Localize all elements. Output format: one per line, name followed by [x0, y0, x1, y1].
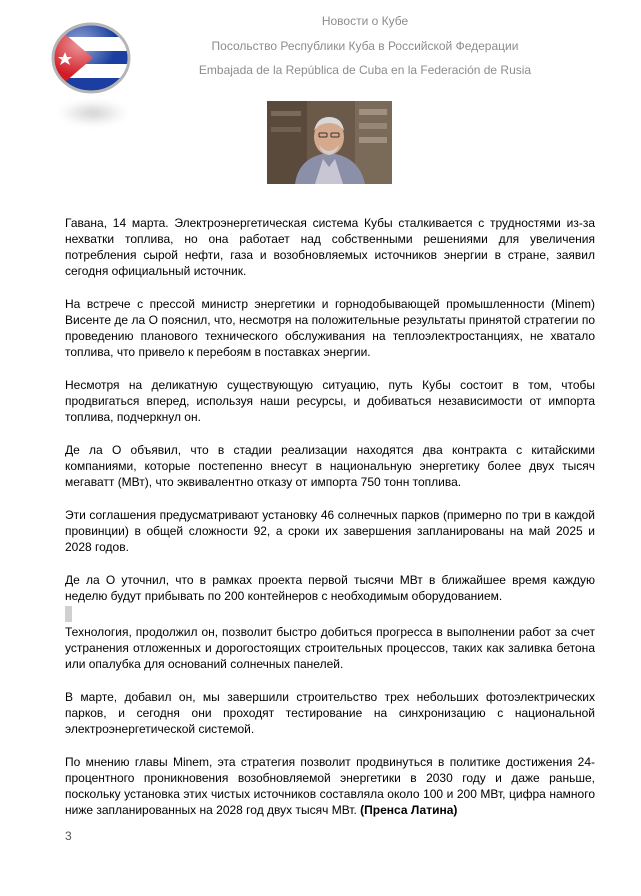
article-paragraph: Де ла О уточнил, что в рамках проекта первой тысячи МВт в ближайшее время каждую неделю будут прибывать по 200 контейнеров с необходимым оборудованием. — [65, 573, 595, 603]
article-paragraph: На встрече с прессой министр энергетики и горнодобывающей промышленности (Minem) Висенте де ла О пояснил, что, несмотря на положительные результаты принятой стратегии по проведению планового технического обслуживания на теплоэлектростанциях, не хватало топлива, что привело к перебоям в поставках энергии. — [65, 297, 595, 359]
article-paragraph: Технология, продолжил он, позволит быстро добиться прогресса в выполнении работ за счет устранения отложенных и дорогостоящих строительных процессов, таких как заливка бетона или опалубка для оснований солнечных панелей. — [65, 625, 595, 671]
official-portrait-photo — [267, 101, 392, 184]
news-source: (Пренса Латина) — [360, 803, 458, 817]
header-embassy-es: Embajada de la República de Cuba en la Federación de Rusia — [198, 63, 532, 77]
article-body — [65, 215, 595, 835]
article-paragraph-last — [65, 754, 595, 818]
logo-shadow — [58, 100, 128, 126]
page-number: 3 — [65, 829, 72, 843]
article-paragraph: Несмотря на деликатную существующую ситуацию, путь Кубы состоит в том, чтобы продвигаться вперед, используя наши ресурсы, и добиваться независимости от импорта топлива, подчеркнул он. — [65, 378, 595, 424]
header-embassy-ru: Посольство Республики Куба в Российской Федерации — [211, 39, 519, 53]
article-paragraph: Гавана, 14 марта. Электроэнергетическая система Кубы сталкивается с трудностями из-за нехватки топлива, но она работает над собственными решениями для увеличения потребления сырой нефти, газа и возобновляемых источников энергии в стране, заявил сегодня официальный источник. — [65, 216, 595, 278]
article-paragraph: Эти соглашения предусматривают установку 46 солнечных парков (примерно по три в каждой провинции) в общей сложности 92, а сроки их завершения запланированы на май 2025 и 2028 годов. — [65, 508, 595, 554]
article-paragraph: В марте, добавил он, мы завершили строительство трех небольших фотоэлектрических парков, и сегодня они проходят тестирование на синхронизацию с национальной электроэнергетической системой. — [65, 690, 595, 736]
article-paragraph: Де ла О объявил, что в стадии реализации находятся два контракта с китайскими компаниями, которые постепенно внесут в национальную энергетику более двух тысяч мегаватт (МВт), что эквивалентно отказу от импорта 750 тонн топлива. — [65, 443, 595, 489]
header-news-title: Новости о Кубе — [321, 14, 409, 28]
selection-marker — [65, 606, 72, 622]
cuban-flag-icon — [51, 22, 131, 94]
minister-photo — [267, 101, 392, 184]
article-text: По мнению главы Minem, эта стратегия позволит продвинуться в политике достижения 24-процентного проникновения возобновляемой энергетики в 2030 году и даже раньше, поскольку установка этих чистых источников составляла около 100 и 200 МВт, цифра намного ниже запланированных на 2028 год двух тысяч МВт. — [65, 755, 595, 817]
embassy-logo — [51, 22, 131, 94]
